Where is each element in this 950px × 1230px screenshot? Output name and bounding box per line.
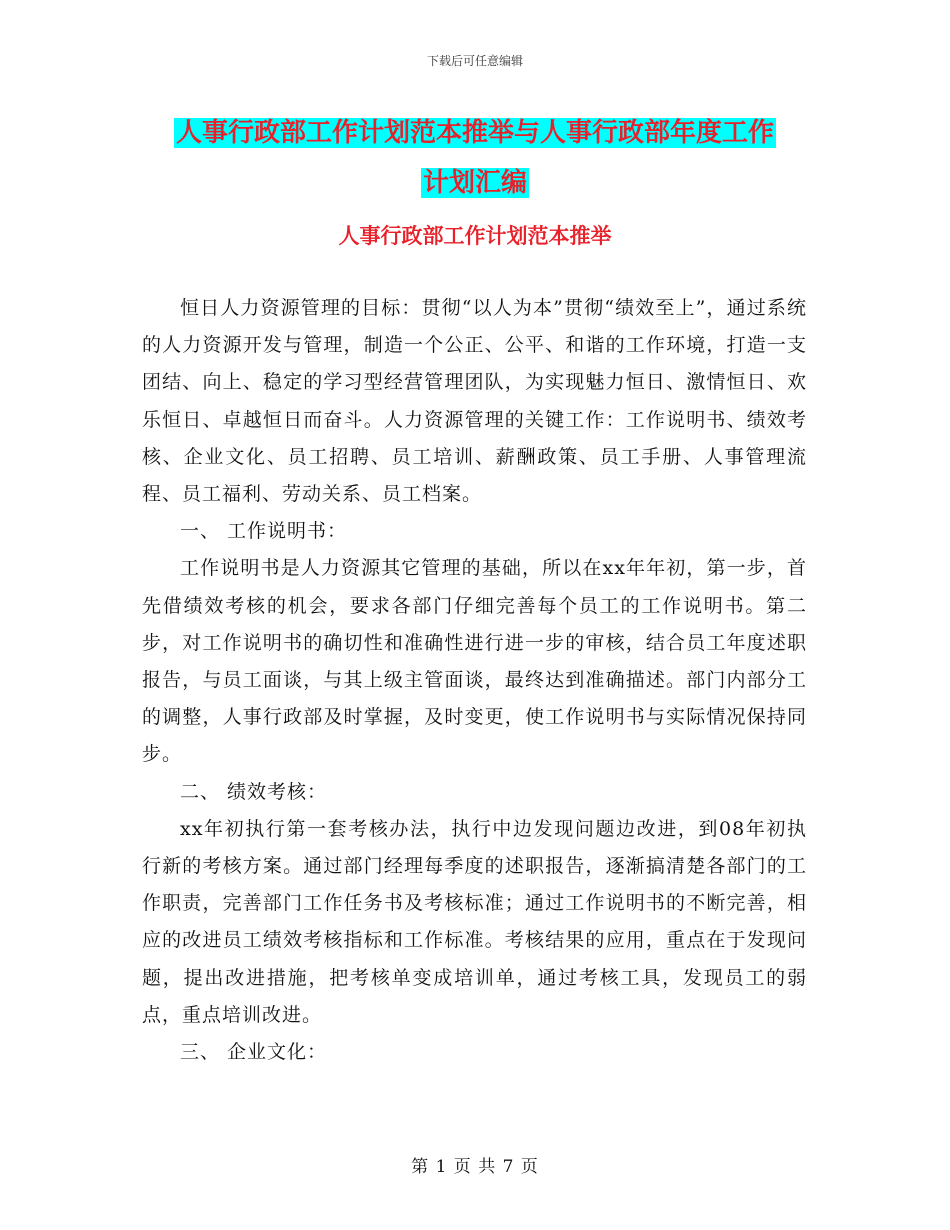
section-title: 人事行政部工作计划范本推举 xyxy=(338,224,612,248)
document-body xyxy=(142,290,807,1071)
paragraph-intro: 恒日人力资源管理的目标：贯彻“以人为本”贯彻“绩效至上”，通过系统的人力资源开发与管理，制造一个公正、公平、和谐的工作环境，打造一支团结、向上、稳定的学习型经营管理团队，为实现魅力恒日、激情恒日、欢乐恒日、卓越恒日而奋斗。人力资源管理的关键工作：工作说明书、绩效考核、企业文化、员工招聘、员工培训、薪酬政策、员工手册、人事管理流程、员工福利、劳动关系、员工档案。 xyxy=(142,297,807,506)
document-title xyxy=(140,108,810,208)
heading-culture: 三、 企业文化： xyxy=(180,1041,328,1064)
header-note: 下载后可任意编辑 xyxy=(426,54,523,68)
paragraph-performance: xx年初执行第一套考核办法，执行中边发现问题边改进，到08年初执行新的考核方案。通过部门经理每季度的述职报告，逐渐搞清楚各部门的工作职责，完善部门工作任务书及考核标准；通过工作说明书的不断完善，相应的改进员工绩效考核指标和工作标准。考核结果的应用，重点在于发现问题，提出改进措施，把考核单变成培训单，通过考核工具，发现员工的弱点，重点培训改进。 xyxy=(142,817,807,1026)
paragraph-job-description: 工作说明书是人力资源其它管理的基础，所以在xx年年初，第一步，首先借绩效考核的机会，要求各部门仔细完善每个员工的工作说明书。第二步，对工作说明书的确切性和准确性进行进一步的审核，结合员工年度述职报告，与员工面谈，与其上级主管面谈，最终达到准确描述。部门内部分工的调整，人事行政部及时掌握，及时变更，使工作说明书与实际情况保持同步。 xyxy=(142,557,807,766)
document-title-line-1: 人事行政部工作计划范本推举与人事行政部年度工作 xyxy=(175,118,774,148)
document-title-line-2: 计划汇编 xyxy=(422,168,527,198)
heading-job-description: 一、 工作说明书： xyxy=(180,520,348,543)
page-footer: 第 1 页 共 7 页 xyxy=(411,1157,539,1177)
heading-performance: 二、 绩效考核： xyxy=(180,780,328,803)
